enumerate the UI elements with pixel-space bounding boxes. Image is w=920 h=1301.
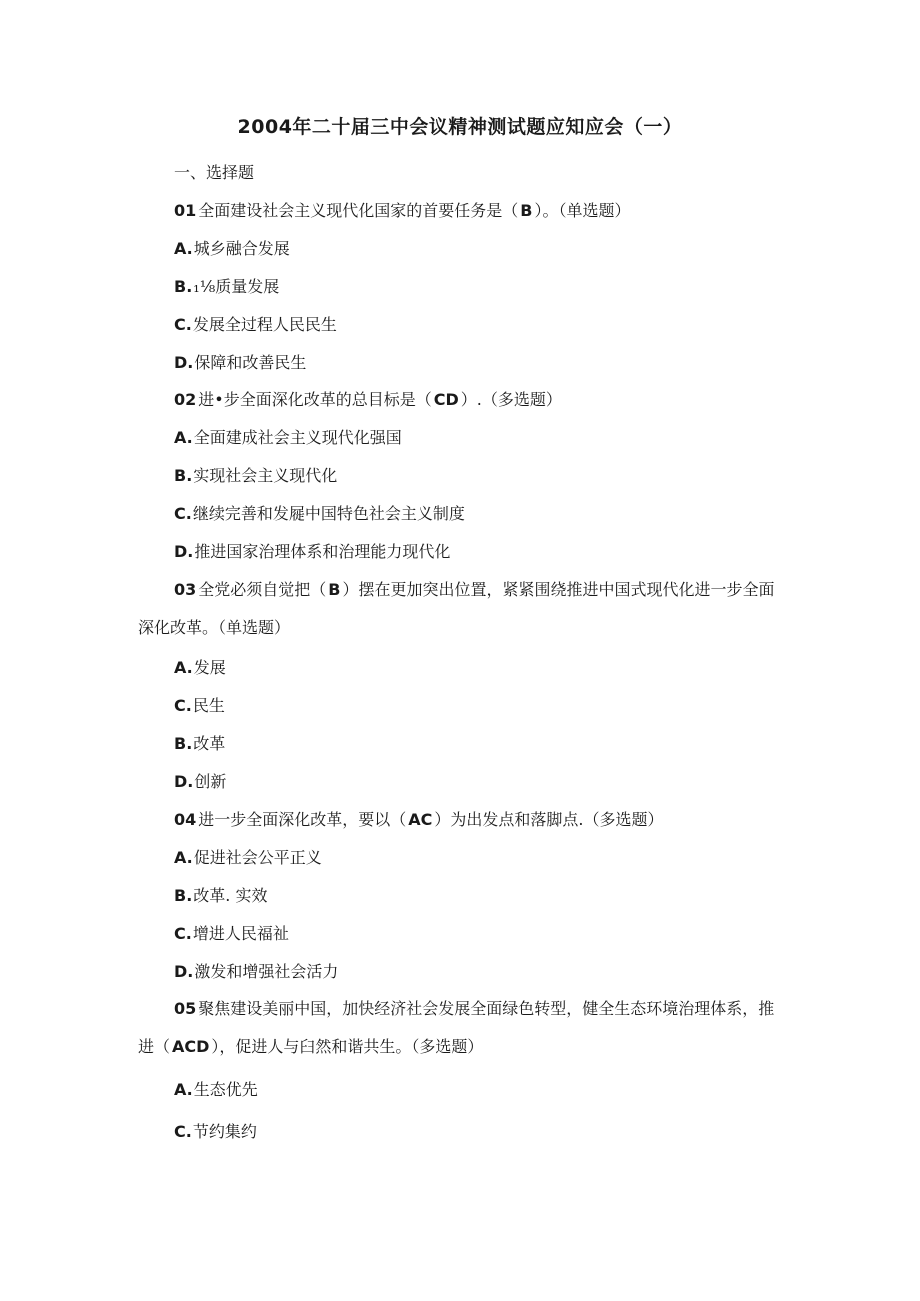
question-stem: 全面建设社会主义现代化国家的首要任务是（ — [198, 201, 519, 220]
option-text: 民生 — [192, 696, 225, 715]
option-text: 保障和改善民生 — [194, 353, 307, 372]
question-stem-end: ）摆在更加突出位置，紧紧围绕推进中国式现代化进一步全面深化改革。（单选题） — [138, 580, 775, 637]
option-text: 节约集约 — [192, 1122, 257, 1141]
question-number: 02 — [174, 390, 197, 409]
option-text: 激发和增强社会活力 — [194, 962, 339, 981]
option-letter: A. — [174, 239, 193, 258]
question-stem-end: ）为出发点和落脚点.（多选题） — [434, 810, 664, 829]
option-text: 城乡融合发展 — [193, 239, 290, 258]
option-item — [174, 658, 226, 678]
question-stem-end: ）.（多选题） — [460, 390, 562, 409]
answer-key: ACD — [172, 1037, 210, 1056]
option-text: 推进国家治理体系和治理能力现代化 — [194, 542, 451, 561]
option-item — [174, 1122, 257, 1142]
option-text: 促进社会公平正义 — [193, 848, 322, 867]
section-heading: 一、选择题 — [174, 163, 255, 182]
answer-key: AC — [408, 810, 433, 829]
option-letter: D. — [174, 353, 194, 372]
option-item — [174, 504, 465, 524]
option-text: 实现社会主义现代化 — [193, 466, 338, 485]
option-item — [174, 734, 225, 754]
question-stem: 进一步全面深化改革，要以（ — [198, 810, 407, 829]
answer-key: CD — [433, 390, 459, 409]
answer-key: B — [520, 201, 533, 220]
option-text: ₁⅛质量发展 — [193, 277, 280, 296]
option-item — [174, 542, 450, 562]
option-text: 改革. 实效 — [193, 886, 268, 905]
question-number: 01 — [174, 201, 197, 220]
option-text: 生态优先 — [193, 1080, 258, 1099]
option-letter: A. — [174, 848, 193, 867]
option-letter: D. — [174, 772, 194, 791]
option-text: 创新 — [194, 772, 227, 791]
option-item — [174, 924, 289, 944]
option-item — [174, 1080, 258, 1100]
option-text: 继续完善和发屣中国特色社会主义制度 — [192, 504, 465, 523]
option-letter: D. — [174, 962, 194, 981]
option-letter: B. — [174, 886, 193, 905]
question-stem-end: ），促进人与臼然和谐共生。（多选题） — [211, 1037, 484, 1056]
question-stem: 聚焦建设美丽中国，加快经济社会发展全面绿色转型，健全生态环境治理体系，推进（ — [138, 999, 775, 1056]
option-letter: B. — [174, 734, 193, 753]
option-letter: C. — [174, 1122, 192, 1141]
option-letter: A. — [174, 428, 193, 447]
option-item — [174, 239, 290, 259]
option-letter: C. — [174, 504, 192, 523]
answer-key: B — [328, 580, 341, 599]
question-number: 03 — [174, 580, 197, 599]
option-item — [174, 353, 306, 373]
option-item — [174, 962, 338, 982]
option-letter: A. — [174, 1080, 193, 1099]
option-text: 全面建成社会主义现代化强国 — [193, 428, 402, 447]
question-number: 05 — [174, 999, 197, 1018]
option-letter: A. — [174, 658, 193, 677]
option-text: 发展全过程人民民生 — [192, 315, 337, 334]
question-1 — [174, 201, 631, 221]
option-item — [174, 315, 337, 335]
question-4 — [174, 810, 664, 830]
option-letter: D. — [174, 542, 194, 561]
option-letter: C. — [174, 696, 192, 715]
option-letter: C. — [174, 315, 192, 334]
option-item — [174, 466, 337, 486]
option-letter: C. — [174, 924, 192, 943]
question-stem-end: ）。（单选题） — [534, 201, 631, 220]
option-text: 增进人民福祉 — [192, 924, 289, 943]
option-letter: B. — [174, 466, 193, 485]
option-letter: B. — [174, 277, 193, 296]
question-number: 04 — [174, 810, 197, 829]
option-text: 发展 — [193, 658, 226, 677]
question-5 — [138, 990, 788, 1066]
option-item — [174, 696, 225, 716]
document-title: 2004年二十届三中会议精神测试题应知应会（一） — [237, 116, 683, 138]
question-stem: 全党必须自觉把（ — [198, 580, 327, 599]
option-item — [174, 772, 226, 792]
option-item — [174, 848, 322, 868]
option-item — [174, 886, 267, 906]
option-text: 改革 — [193, 734, 226, 753]
option-item — [174, 277, 279, 297]
question-2 — [174, 390, 562, 410]
question-3 — [138, 571, 788, 647]
question-stem: 进•步全面深化改革的总目标是（ — [198, 390, 432, 409]
option-item — [174, 428, 402, 448]
